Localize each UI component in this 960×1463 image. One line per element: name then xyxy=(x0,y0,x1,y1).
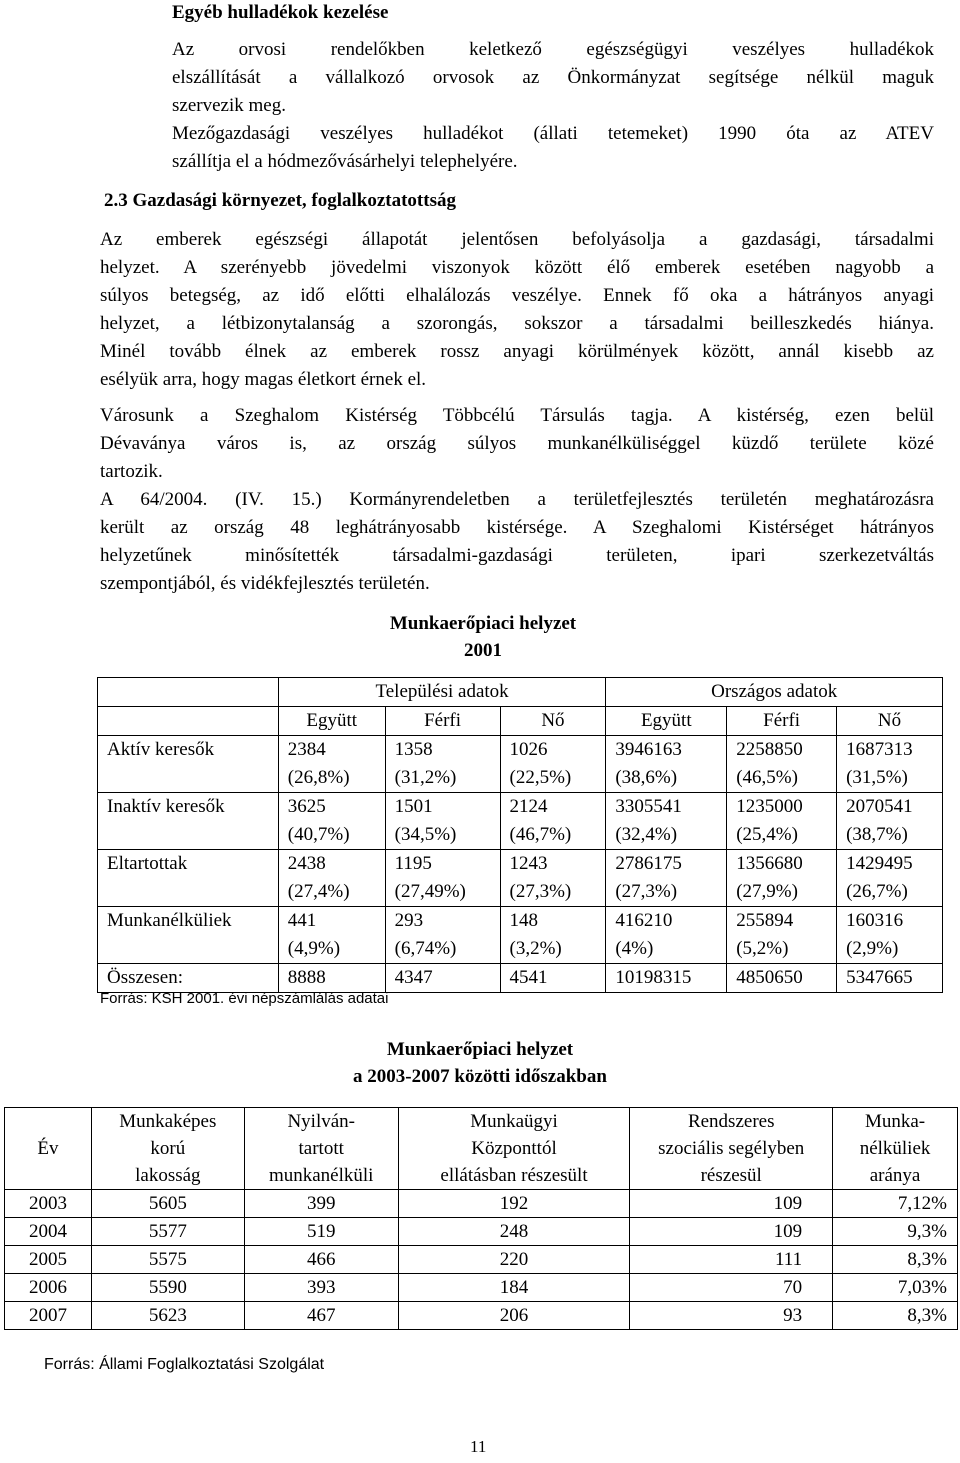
cell-value: 1501 xyxy=(394,796,433,817)
cell-value: 2786175 xyxy=(615,853,682,874)
table-cell: 184 xyxy=(398,1274,630,1302)
table-row xyxy=(5,1274,958,1302)
cell-value: 1356680 xyxy=(736,853,803,874)
table-row xyxy=(98,964,943,993)
cell-value: 4347 xyxy=(394,967,433,988)
table-cell xyxy=(837,793,943,850)
row-label: Inaktív keresők xyxy=(98,793,279,850)
cell-percent: (32,4%) xyxy=(615,824,678,845)
header-line: korú xyxy=(150,1138,186,1159)
table-corner-cell xyxy=(98,678,279,707)
cell-value: 1243 xyxy=(509,853,548,874)
table-cell xyxy=(500,907,606,964)
cell-percent: (22,5%) xyxy=(509,767,572,788)
table2-title-line1: Munkaerőpiaci helyzet xyxy=(386,1039,574,1060)
table-row xyxy=(98,793,943,850)
table-cell xyxy=(727,736,837,793)
cell-percent: (27,9%) xyxy=(736,881,798,902)
cell-value: 1195 xyxy=(394,853,432,874)
page-number: 11 xyxy=(470,1437,487,1456)
header-line: lakosság xyxy=(135,1165,201,1186)
cell-percent: (25,4%) xyxy=(736,824,798,845)
cell-value: 2438 xyxy=(287,853,326,874)
column-header xyxy=(91,1108,244,1190)
table-cell: 393 xyxy=(244,1274,398,1302)
cell-value: 293 xyxy=(394,910,424,931)
cell-percent: (46,5%) xyxy=(736,767,798,788)
table-cell xyxy=(606,964,727,993)
paragraph-agricultural-waste xyxy=(172,120,934,176)
paragraph-subregion xyxy=(100,402,934,598)
header-local-data: Települési adatok xyxy=(278,678,606,707)
cell-percent: (38,6%) xyxy=(615,767,678,788)
table-cell: 8,3% xyxy=(833,1302,958,1330)
cell-value: 2258850 xyxy=(736,739,803,760)
table2-source: Forrás: Állami Foglalkoztatási Szolgálat xyxy=(44,1356,325,1373)
header-line: szociális segélyben xyxy=(658,1138,805,1159)
table-cell: 8,3% xyxy=(833,1246,958,1274)
header-line: Nyilván- xyxy=(287,1111,355,1132)
table-cell xyxy=(606,850,727,907)
paragraph-health-economy xyxy=(100,226,934,394)
cell-value: 3625 xyxy=(287,796,326,817)
header-line: Rendszeres xyxy=(687,1111,775,1132)
cell-percent: (40,7%) xyxy=(287,824,350,845)
table-cell: 111 xyxy=(630,1246,833,1274)
text-line: A 64/2004. (IV. 15.) Kormányrendeletben a területfejlesztés területén meghatározásra xyxy=(100,489,934,510)
table-cell: 5575 xyxy=(91,1246,244,1274)
column-header xyxy=(244,1108,398,1190)
text-line: súlyos betegség, az idő előtti elhalálozás veszélye. Ennek fő oka a hátrányos anyagi xyxy=(100,285,934,306)
cell-value: 1235000 xyxy=(736,796,803,817)
subheader-cell: Férfi xyxy=(727,707,837,736)
text-line: került az ország 48 leghátrányosabb kistérsége. A Szeghalomi Kistérséget hátrányos xyxy=(100,517,934,538)
table-cell: 248 xyxy=(398,1218,630,1246)
year-cell: 2004 xyxy=(5,1218,92,1246)
text-line: elszállítását a vállalkozó orvosok az Önkormányzat segítsége nélkül maguk xyxy=(172,67,934,88)
cell-value: 2384 xyxy=(287,739,326,760)
text-line: tartozik. xyxy=(100,461,163,482)
cell-percent: (5,2%) xyxy=(736,938,789,959)
table-row xyxy=(5,1302,958,1330)
column-header xyxy=(398,1108,630,1190)
table-cell: 206 xyxy=(398,1302,630,1330)
row-label: Aktív keresők xyxy=(98,736,279,793)
table1-source: Forrás: KSH 2001. évi népszámlálás adatai xyxy=(100,990,389,1007)
cell-value: 8888 xyxy=(287,967,326,988)
table-cell xyxy=(278,964,385,993)
cell-percent: (27,3%) xyxy=(509,881,572,902)
cell-value: 10198315 xyxy=(615,967,692,988)
table-cell xyxy=(278,793,385,850)
cell-percent: (26,7%) xyxy=(846,881,908,902)
section-heading-waste: Egyéb hulladékok kezelése xyxy=(172,2,389,23)
header-line: részesül xyxy=(700,1165,762,1186)
cell-value: 441 xyxy=(287,910,317,931)
table-cell: 5623 xyxy=(91,1302,244,1330)
header-line: Munka- xyxy=(864,1111,926,1132)
cell-percent: (34,5%) xyxy=(394,824,457,845)
table-cell xyxy=(837,850,943,907)
cell-percent: (6,74%) xyxy=(394,938,457,959)
header-line: nélküliek xyxy=(859,1138,931,1159)
text-line: Az emberek egészségi állapotát jelentősen befolyásolja a gazdasági, társadalmi xyxy=(100,229,934,250)
header-line: Központtól xyxy=(471,1138,557,1159)
cell-value: 1026 xyxy=(509,739,548,760)
cell-value: 3305541 xyxy=(615,796,682,817)
table-row xyxy=(98,736,943,793)
text-line: Mezőgazdasági veszélyes hulladékot (állati tetemeket) 1990 óta az ATEV xyxy=(172,123,934,144)
cell-percent: (4%) xyxy=(615,938,654,959)
text-line: Városunk a Szeghalom Kistérség Többcélú Társulás tagja. A kistérség, ezen belül xyxy=(100,405,934,426)
cell-value: 148 xyxy=(509,910,538,931)
table-cell xyxy=(278,850,385,907)
cell-value: 1687313 xyxy=(846,739,913,760)
row-label: Munkanélküliek xyxy=(98,907,279,964)
cell-value: 4541 xyxy=(509,967,548,988)
table-cell xyxy=(278,907,385,964)
column-header xyxy=(833,1108,958,1190)
table-cell: 5605 xyxy=(91,1190,244,1218)
table-cell xyxy=(500,964,606,993)
cell-value: 255894 xyxy=(736,910,794,931)
table-cell: 466 xyxy=(244,1246,398,1274)
text-line: helyzet. A szerényebb jövedelmi viszonyok között élő emberek esetében nagyobb a xyxy=(100,257,934,278)
section-heading-economy: 2.3 Gazdasági környezet, foglalkoztatottság xyxy=(104,190,456,211)
text-line: helyzetűnek minősítették társadalmi-gazdasági területen, ipari szerkezetváltás xyxy=(100,545,934,566)
subheader-cell: Nő xyxy=(500,707,606,736)
cell-value: 1358 xyxy=(394,739,433,760)
table-row xyxy=(98,907,943,964)
cell-value: 4850650 xyxy=(736,967,803,988)
header-line: tartott xyxy=(298,1138,344,1159)
table1-title xyxy=(333,610,633,664)
text-line: helyzet, a létbizonytalanság a szorongás, sokszor a társadalmi beilleszkedés hiánya. xyxy=(100,313,934,334)
cell-percent: (31,5%) xyxy=(846,767,908,788)
column-header xyxy=(5,1108,92,1190)
table-cell: 93 xyxy=(630,1302,833,1330)
table-row xyxy=(5,1190,958,1218)
header-line: Munkaképes xyxy=(119,1111,217,1132)
table-cell xyxy=(385,850,500,907)
table-cell xyxy=(606,793,727,850)
table-cell xyxy=(727,793,837,850)
text-line: esélyük arra, hogy magas életkort érnek el. xyxy=(100,369,427,390)
cell-value: 2124 xyxy=(509,796,548,817)
table-cell: 399 xyxy=(244,1190,398,1218)
table1-title-line1: Munkaerőpiaci helyzet xyxy=(389,613,577,634)
table-row xyxy=(5,1218,958,1246)
cell-percent: (26,8%) xyxy=(287,767,350,788)
subheader-cell: Férfi xyxy=(385,707,500,736)
year-cell: 2005 xyxy=(5,1246,92,1274)
cell-percent: (2,9%) xyxy=(846,938,899,959)
table-cell xyxy=(385,793,500,850)
cell-value: 2070541 xyxy=(846,796,913,817)
table-subheader-row xyxy=(98,707,943,736)
table-cell: 7,03% xyxy=(833,1274,958,1302)
cell-percent: (31,2%) xyxy=(394,767,457,788)
table-cell xyxy=(500,793,606,850)
text-line: szállítja el a hódmezővásárhelyi telephelyére. xyxy=(172,151,518,172)
header-national-data: Országos adatok xyxy=(606,678,943,707)
table1-body xyxy=(98,736,943,993)
table-header-row xyxy=(98,678,943,707)
header-line: Munkaügyi xyxy=(470,1111,558,1132)
row-label: Összesen: xyxy=(98,964,279,993)
table-cell xyxy=(385,964,500,993)
cell-percent: (46,7%) xyxy=(509,824,572,845)
table-cell: 220 xyxy=(398,1246,630,1274)
row-label: Eltartottak xyxy=(98,850,279,907)
labour-market-2001-table xyxy=(97,677,943,993)
table-cell xyxy=(727,850,837,907)
table-cell xyxy=(727,907,837,964)
cell-percent: (3,2%) xyxy=(509,938,562,959)
table-cell: 467 xyxy=(244,1302,398,1330)
column-header xyxy=(630,1108,833,1190)
cell-percent: (38,7%) xyxy=(846,824,908,845)
cell-value: 416210 xyxy=(615,910,673,931)
table-cell xyxy=(385,736,500,793)
header-line: Év xyxy=(37,1138,59,1159)
table-cell: 9,3% xyxy=(833,1218,958,1246)
table-cell: 70 xyxy=(630,1274,833,1302)
table-cell xyxy=(606,736,727,793)
cell-percent: (27,3%) xyxy=(615,881,678,902)
header-line: aránya xyxy=(869,1165,921,1186)
cell-percent: (27,49%) xyxy=(394,881,466,902)
table-cell xyxy=(837,964,943,993)
table-cell xyxy=(606,907,727,964)
table-header-row xyxy=(5,1108,958,1190)
table-cell xyxy=(500,736,606,793)
text-line: szempontjából, és vidékfejlesztés területén. xyxy=(100,573,430,594)
table-cell: 109 xyxy=(630,1218,833,1246)
year-cell: 2003 xyxy=(5,1190,92,1218)
table-cell: 7,12% xyxy=(833,1190,958,1218)
table-row xyxy=(5,1246,958,1274)
table-cell: 5590 xyxy=(91,1274,244,1302)
paragraph-medical-waste xyxy=(172,36,934,120)
table-cell xyxy=(837,907,943,964)
table-cell: 109 xyxy=(630,1190,833,1218)
cell-percent: (27,4%) xyxy=(287,881,350,902)
text-line: szervezik meg. xyxy=(172,95,286,116)
year-cell: 2006 xyxy=(5,1274,92,1302)
table-cell xyxy=(837,736,943,793)
table2-title-line2: a 2003-2007 közötti időszakban xyxy=(353,1066,607,1087)
subheader-cell: Együtt xyxy=(278,707,385,736)
header-line: ellátásban részesült xyxy=(440,1165,588,1186)
table-cell xyxy=(278,736,385,793)
table-cell xyxy=(500,850,606,907)
cell-value: 160316 xyxy=(846,910,904,931)
header-line: munkanélküli xyxy=(268,1165,374,1186)
subheader-cell: Együtt xyxy=(606,707,727,736)
subheader-cell: Nő xyxy=(837,707,943,736)
table-corner-cell xyxy=(98,707,279,736)
text-line: Minél tovább élnek az emberek rossz anyagi körülmények között, annál kisebb az xyxy=(100,341,934,362)
cell-value: 5347665 xyxy=(846,967,913,988)
table2-title xyxy=(330,1036,630,1090)
cell-value: 1429495 xyxy=(846,853,913,874)
labour-market-2003-2007-table xyxy=(4,1107,958,1330)
table-row xyxy=(98,850,943,907)
table-cell: 519 xyxy=(244,1218,398,1246)
table-cell: 5577 xyxy=(91,1218,244,1246)
cell-value: 3946163 xyxy=(615,739,682,760)
year-cell: 2007 xyxy=(5,1302,92,1330)
text-line: Az orvosi rendelőkben keletkező egészségügyi veszélyes hulladékok xyxy=(172,39,934,60)
cell-percent: (4,9%) xyxy=(287,938,341,959)
table2-body xyxy=(5,1190,958,1330)
table-cell xyxy=(727,964,837,993)
table-cell xyxy=(385,907,500,964)
text-line: Dévaványa város is, az ország súlyos munkanélküliséggel küzdő területe közé xyxy=(100,433,934,454)
table-cell: 192 xyxy=(398,1190,630,1218)
table1-title-line2: 2001 xyxy=(464,640,502,661)
